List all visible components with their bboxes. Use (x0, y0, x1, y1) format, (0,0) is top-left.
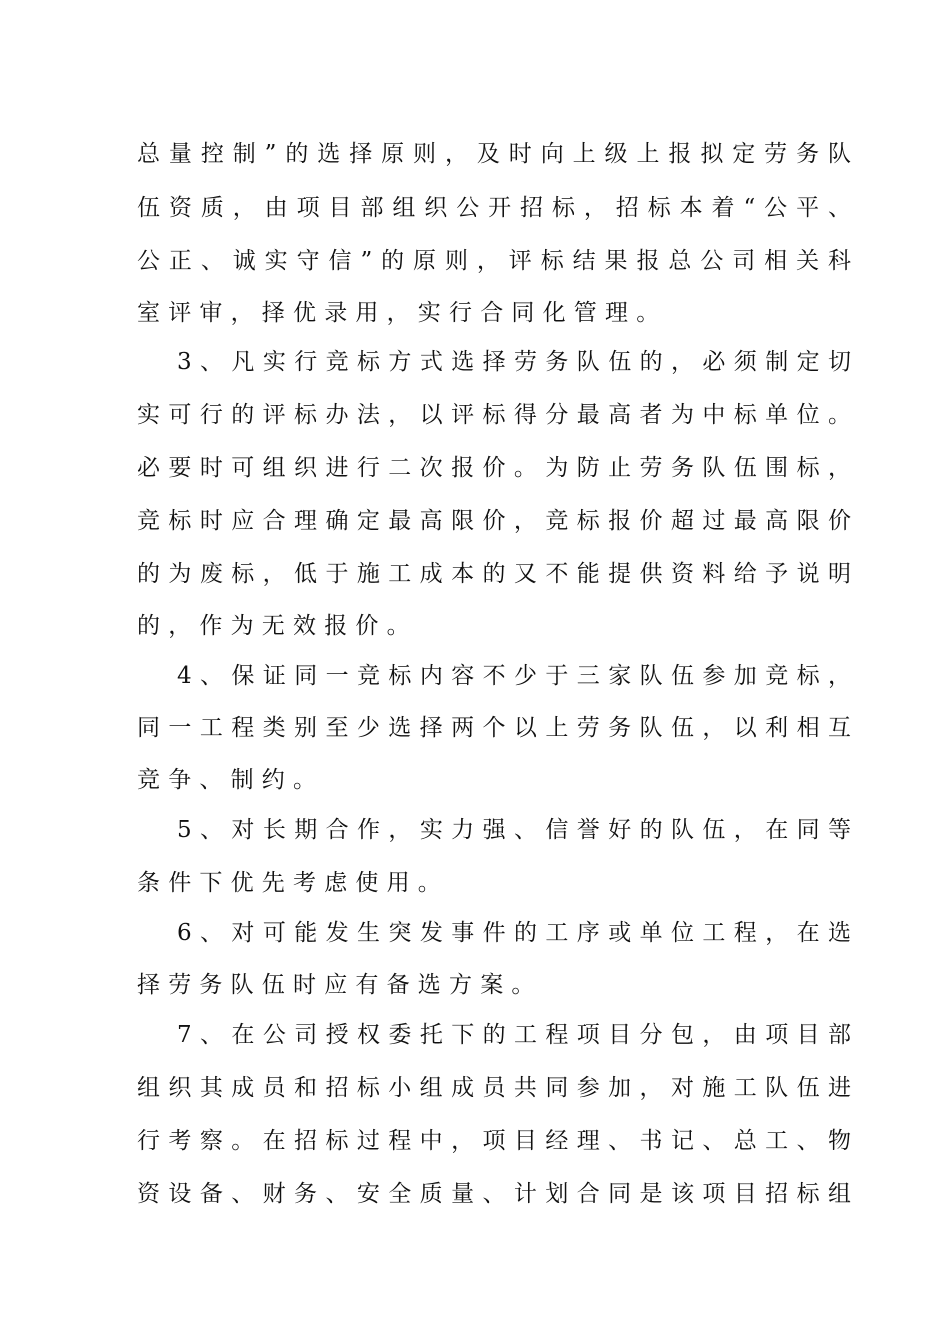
text-line: 总量控制”的选择原则，及时向上级上报拟定劳务队 (137, 141, 851, 167)
text-line: 条件下优先考虑使用。 (137, 870, 449, 896)
text-line: 实可行的评标办法，以评标得分最高者为中标单位。 (137, 402, 851, 428)
text-line: 行考察。在招标过程中，项目经理、书记、总工、物 (137, 1128, 851, 1154)
paragraph-start-line: 7、在公司授权委托下的工程项目分包，由项目部 (177, 1022, 851, 1048)
text-line: 竞争、制约。 (137, 767, 325, 793)
text-line: 室评审，择优录用，实行合同化管理。 (137, 300, 668, 326)
text-line: 择劳务队伍时应有备选方案。 (137, 972, 543, 998)
paragraph-start-line: 6、对可能发生突发事件的工序或单位工程，在选 (177, 920, 851, 946)
text-line: 伍资质，由项目部组织公开招标，招标本着“公平、 (137, 195, 851, 221)
paragraph-start-line: 4、保证同一竞标内容不少于三家队伍参加竞标， (177, 663, 851, 689)
text-line: 组织其成员和招标小组成员共同参加，对施工队伍进 (137, 1075, 851, 1101)
text-line: 的为废标，低于施工成本的又不能提供资料给予说明 (137, 561, 851, 587)
paragraph-start-line: 3、凡实行竞标方式选择劳务队伍的，必须制定切 (177, 349, 851, 375)
text-line: 公正、诚实守信”的原则，评标结果报总公司相关科 (137, 248, 851, 274)
text-line: 必要时可组织进行二次报价。为防止劳务队伍围标， (137, 455, 851, 481)
text-line: 竞标时应合理确定最高限价，竞标报价超过最高限价 (137, 508, 851, 534)
text-line: 同一工程类别至少选择两个以上劳务队伍，以利相互 (137, 715, 851, 741)
paragraph-start-line: 5、对长期合作，实力强、信誉好的队伍，在同等 (177, 817, 851, 843)
text-line: 的，作为无效报价。 (137, 613, 418, 639)
text-line: 资设备、财务、安全质量、计划合同是该项目招标组 (137, 1181, 851, 1207)
